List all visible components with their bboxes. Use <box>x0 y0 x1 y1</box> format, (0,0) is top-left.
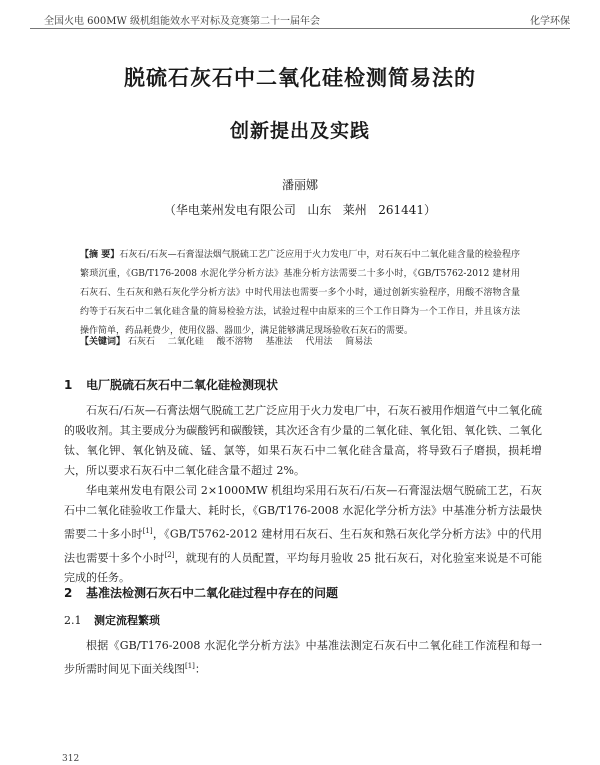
abstract-text: 石灰石/石灰—石膏湿法烟气脱硫工艺广泛应用于火力发电厂中，对石灰石中二氧化硅含量的检验程序繁琐沉重，《GB/T176-2008 水泥化学分析方法》基准分析方法需要二十多小时，《GB/T5762-2012 建材用石灰石、生石灰和熟石灰化学分析方法》中时代用法也需要一多个小时，通过创新实验程序，用酸不溶物含量约等于石灰石中二氧化硅含量的简易检验方法，试验过程中由原来的三个工作日降为一个工作日，并且该方法操作简单，药品耗费少，使用仪器、器皿少，满足能够满足现场验收石灰石的需要。 <box>80 250 520 336</box>
paper-title-line1: 脱硫石灰石中二氧化硅检测简易法的 <box>124 66 476 90</box>
paragraph-text: ，《GB/T5762-2012 建材用石灰石、生石灰和熟石灰化学分析方法》中的代用法也需要十多个小时 <box>64 527 543 565</box>
paragraph-text: ，就现有的人员配置，平均每月验收 25 批石灰石，对化验室来说是不可能完成的任务。 <box>64 551 543 585</box>
subsection-title: 测定流程繁琐 <box>94 614 160 627</box>
running-header-right: 化学环保 <box>530 16 570 27</box>
citation: [2] <box>164 550 175 559</box>
author-affiliation: （华电莱州发电有限公司 山东 莱州 261441） <box>163 203 437 217</box>
citation: [1] <box>142 527 153 535</box>
running-header-left: 全国火电 600MW 级机组能效水平对标及竞赛第二十一届年会 <box>44 16 320 27</box>
section-1-paragraph-1: 石灰石/石灰—石膏法烟气脱硫工艺广泛应用于火力发电厂中，石灰石被用作烟道气中二氧化硫的吸收剂。其主要成分为碳酸钙和碳酸镁，其次还含有少量的二氧化硅、氧化铝、氧化铁、二氧化钛、氧化钾、氧化钠及硫、锰、氯等，如果石灰石中二氧化硅含量高，将导致石子磨损，损耗增大，所以要求石灰石中二氧化硅含量不超过 2%。 <box>64 404 542 477</box>
subsection-number: 2.1 <box>64 614 82 627</box>
section-2-heading <box>64 584 338 601</box>
subsection-2-1-paragraph <box>64 636 542 680</box>
section-1-heading <box>64 376 278 393</box>
citation: [1] <box>185 662 195 670</box>
page-number: 312 <box>62 754 80 764</box>
keyword: 酸不溶物 <box>216 337 253 347</box>
abstract <box>80 246 520 341</box>
paragraph-text: 根据《GB/T176-2008 水泥化学分析方法》中基准法测定石灰石中二氧化硅工作流程和每一步所需时间见下面关线图 <box>64 639 542 676</box>
paragraph-text: ： <box>194 662 206 676</box>
header-divider <box>30 28 570 29</box>
running-header <box>30 10 570 28</box>
keyword: 简易法 <box>345 337 373 347</box>
keyword: 代用法 <box>305 337 333 347</box>
section-title: 基准法检测石灰石中二氧化硅过程中存在的问题 <box>86 586 339 600</box>
section-title: 电厂脱硫石灰石中二氧化硅检测现状 <box>86 378 279 392</box>
section-number: 1 <box>64 378 73 392</box>
keyword: 石灰石 <box>127 337 155 347</box>
paper-title-line2: 创新提出及实践 <box>229 120 370 142</box>
section-1-paragraph-2 <box>64 481 542 588</box>
section-number: 2 <box>64 586 73 600</box>
keywords <box>80 335 520 349</box>
author-name: 潘丽娜 <box>281 178 318 192</box>
paragraph-text: 华电莱州发电有限公司 2×1000MW 机组均采用石灰石/石灰—石膏湿法烟气脱硫工艺，石灰石中二氧化硅验收工作量大、耗时长，《GB/T176-2008 水泥化学分析方法》中基准分析方法最快需要二十多小时 <box>64 484 542 541</box>
keyword: 二氧化硅 <box>167 337 204 347</box>
keyword: 基准法 <box>265 337 293 347</box>
keywords-label: 【关键词】 <box>80 337 126 347</box>
subsection-2-1-heading <box>64 612 160 628</box>
abstract-label: 【摘 要】 <box>80 250 120 260</box>
